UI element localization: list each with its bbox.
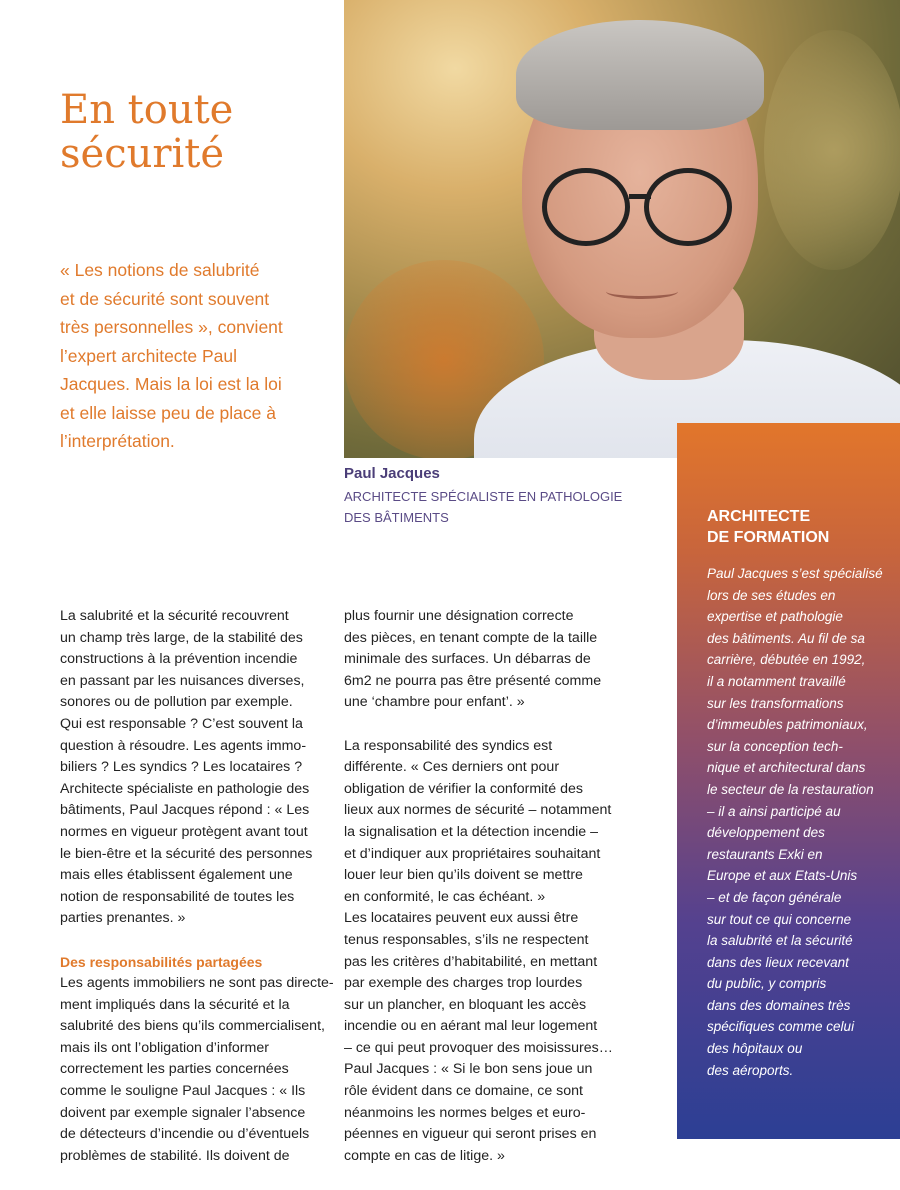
- lead-line: Jacques. Mais la loi est la loi: [60, 374, 282, 394]
- body-line: et d’indiquer aux propriétaires souhaitant: [344, 845, 601, 862]
- subheading: Des responsabilités partagées: [60, 953, 263, 970]
- body-line: notion de responsabilité de toutes les: [60, 888, 295, 905]
- body-line: incendie ou en aérant mal leur logement: [344, 1018, 598, 1035]
- sidebar-line: d’immeubles patrimoniaux,: [707, 717, 868, 733]
- body-line: une ‘chambre pour enfant’. »: [344, 694, 525, 711]
- sidebar-line: sur la conception tech-: [707, 738, 843, 754]
- lead-line: l’expert architecte Paul: [60, 345, 238, 366]
- lead-line: très personnelles », convient: [60, 317, 283, 337]
- body-line: ment impliqués dans la sécurité et la: [60, 996, 290, 1013]
- body-line: sonores ou de pollution par exemple.: [60, 694, 293, 711]
- body-line: problèmes de stabilité. Ils doivent de: [60, 1147, 290, 1164]
- caption-role: [344, 487, 644, 528]
- sidebar-text: [707, 563, 897, 1081]
- portrait-hair: [516, 20, 764, 130]
- body-line: Paul Jacques : « Si le bon sens joue un: [344, 1061, 593, 1078]
- body-line: plus fournir une désignation correcte: [344, 608, 574, 624]
- portrait-smile: [606, 284, 678, 299]
- body-line: parties prenantes. »: [60, 910, 186, 927]
- body-line: comme le souligne Paul Jacques : « Ils: [60, 1083, 306, 1100]
- body-line: question à résoudre. Les agents immo-: [60, 737, 307, 754]
- lead-line: et de sécurité sont souvent: [60, 288, 270, 309]
- lead-line: l’interprétation.: [60, 431, 175, 451]
- body-line: mais ils ont l’obligation d’informer: [60, 1039, 269, 1056]
- body-line: sur un plancher, en bloquant les accès: [344, 996, 587, 1013]
- body-line: La salubrité et la sécurité recouvrent: [60, 608, 289, 624]
- sidebar-box: [677, 423, 900, 1139]
- body-line: Les agents immobiliers ne sont pas directe-: [60, 975, 334, 992]
- sidebar-line: le secteur de la restauration: [707, 781, 874, 797]
- body-line: mais elles établissent également une: [60, 867, 293, 884]
- body-line: pas les critères d’habitabilité, en mettant: [344, 953, 598, 970]
- sidebar-line: restaurants Exki en: [707, 846, 823, 862]
- sidebar-line: des aéroports.: [707, 1062, 794, 1078]
- body-line: louer leur bien qu’ils doivent se mettre: [344, 867, 583, 884]
- body-line: biliers ? Les syndics ? Les locataires ?: [60, 759, 303, 776]
- body-line: des pièces, en tenant compte de la taille: [344, 629, 598, 646]
- body-line: différente. « Ces derniers ont pour: [344, 759, 560, 776]
- body-line: Les locataires peuvent eux aussi être: [344, 910, 579, 927]
- body-line: obligation de vérifier la conformité des: [344, 780, 583, 797]
- sidebar-line: il a notamment travaillé: [707, 673, 846, 689]
- body-line: La responsabilité des syndics est: [344, 737, 553, 754]
- sidebar-line: du public, y compris: [707, 976, 827, 992]
- sidebar-title-line: DE FORMATION: [707, 529, 830, 546]
- title-line: En toute: [60, 87, 234, 133]
- body-line: un champ très large, de la stabilité des: [60, 629, 303, 646]
- body-line: de détecteurs d’incendie ou d’éventuels: [60, 1126, 310, 1143]
- sidebar-line: – il a ainsi participé au: [707, 803, 841, 819]
- glasses-bridge: [629, 194, 651, 199]
- sidebar-line: des bâtiments. Au fil de sa: [707, 630, 865, 646]
- body-line: rôle évident dans ce domaine, ce sont: [344, 1083, 583, 1100]
- sidebar-line: des hôpitaux ou: [707, 1041, 803, 1057]
- body-line: 6m2 ne pourra pas être présenté comme: [344, 672, 602, 689]
- sidebar-line: développement des: [707, 825, 825, 841]
- body-line: normes en vigueur protègent avant tout: [60, 823, 308, 840]
- sidebar-line: Europe et aux Etats-Unis: [707, 868, 858, 884]
- background-bokeh: [764, 30, 900, 270]
- body-line: constructions à la prévention incendie: [60, 651, 298, 668]
- body-line: le bien-être et la sécurité des personnes: [60, 845, 313, 862]
- sidebar-title-line: ARCHITECTE: [707, 508, 811, 525]
- body-line: en passant par les nuisances diverses,: [60, 672, 305, 689]
- body-line: péennes en vigueur qui seront prises en: [344, 1126, 597, 1143]
- page-title: [60, 88, 320, 176]
- body-line: néanmoins les normes belges et euro-: [344, 1104, 586, 1121]
- caption-role-line: DES BÂTIMENTS: [344, 509, 449, 525]
- body-line: la signalisation et la détection incendie –: [344, 823, 598, 840]
- body-line: – ce qui peut provoquer des moisissures…: [344, 1039, 613, 1056]
- sidebar-line: lors de ses études en: [707, 587, 836, 603]
- sidebar-line: – et de façon générale: [707, 889, 842, 905]
- body-line: tenus responsables, s’ils ne respectent: [344, 931, 589, 948]
- glasses-left-lens: [542, 168, 630, 246]
- body-line: Architecte spécialiste en pathologie des: [60, 780, 310, 797]
- lead-quote: [60, 256, 322, 456]
- sidebar-line: spécifiques comme celui: [707, 1019, 855, 1035]
- sidebar-line: dans des lieux recevant: [707, 954, 849, 970]
- paragraph-gap: [60, 930, 330, 952]
- paragraph-gap: [344, 714, 644, 736]
- sidebar-line: dans des domaines très: [707, 997, 851, 1013]
- body-line: correctement les parties concernées: [60, 1061, 289, 1078]
- body-line: compte en cas de litige. »: [344, 1147, 505, 1164]
- caption-name: Paul Jacques: [344, 465, 440, 482]
- sidebar-title: [707, 506, 829, 548]
- body-line: lieux aux normes de sécurité – notamment: [344, 802, 612, 819]
- title-line: sécurité: [60, 131, 225, 177]
- body-line: par exemple des charges trop lourdes: [344, 975, 583, 992]
- sidebar-line: sur les transformations: [707, 695, 844, 711]
- portrait-photo: [344, 0, 900, 458]
- body-column-2: [344, 606, 644, 1167]
- body-line: en conformité, le cas échéant. »: [344, 888, 546, 905]
- glasses-right-lens: [644, 168, 732, 246]
- sidebar-line: la salubrité et la sécurité: [707, 933, 853, 949]
- sidebar-line: carrière, débutée en 1992,: [707, 652, 866, 668]
- lead-line: et elle laisse peu de place à: [60, 402, 276, 423]
- lead-line: « Les notions de salubrité: [60, 260, 260, 280]
- body-line: minimale des surfaces. Un débarras de: [344, 651, 591, 668]
- caption-role-line: ARCHITECTE SPÉCIALISTE EN PATHOLOGIE: [344, 489, 623, 504]
- body-column-1: [60, 606, 334, 1167]
- sidebar-line: nique et architectural dans: [707, 760, 866, 776]
- body-line: Qui est responsable ? C’est souvent la: [60, 715, 303, 732]
- sidebar-line: expertise et pathologie: [707, 609, 843, 625]
- sidebar-line: sur tout ce qui concerne: [707, 911, 852, 927]
- body-line: salubrité des biens qu’ils commercialisent,: [60, 1018, 325, 1035]
- body-line: doivent par exemple signaler l’absence: [60, 1104, 306, 1121]
- sidebar-line: Paul Jacques s’est spécialisé: [707, 566, 883, 581]
- body-line: bâtiments, Paul Jacques répond : « Les: [60, 802, 310, 819]
